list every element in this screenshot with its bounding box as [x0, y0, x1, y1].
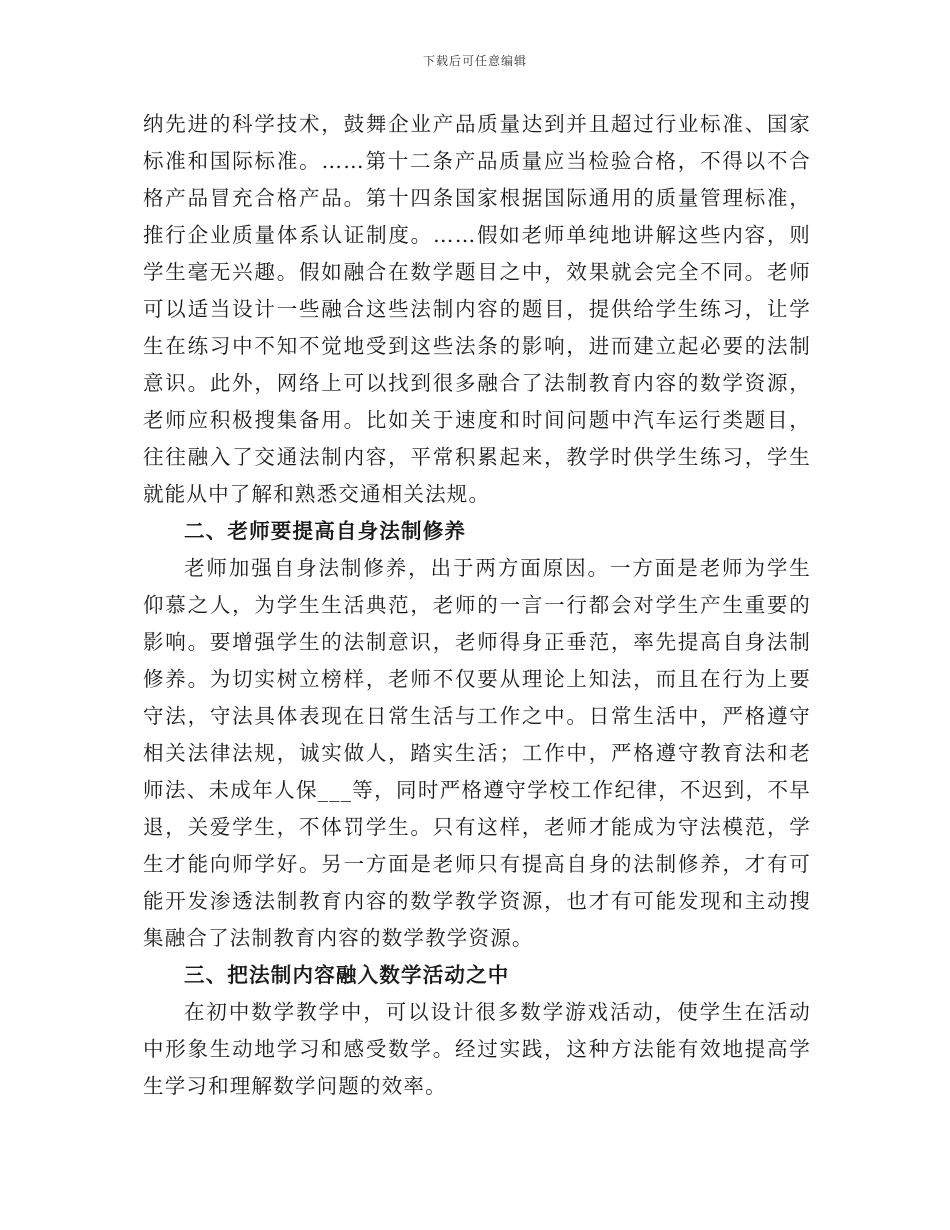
section-heading-2: 二、老师要提高自身法制修养 — [184, 519, 467, 543]
document-body — [143, 106, 811, 1105]
page-header: 下载后可任意编辑 — [422, 54, 527, 68]
paragraph-teacher-literacy: 老师加强自身法制修养，出于两方面原因。一方面是老师为学生仰慕之人，为学生生活典范，老师的一言一行都会对学生产生重要的影响。要增强学生的法制意识，老师得身正垂范，率先提高自身法制修养。为切实树立榜样，老师不仅要从理论上知法，而且在行为上要守法，守法具体表现在日常生活与工作之中。日常生活中，严格遵守相关法律法规，诚实做人，踏实生活；工作中，严格遵守教育法和老师法、未成年人保___等，同时严格遵守学校工作纪律，不迟到，不早退，关爱学生，不体罚学生。只有这样，老师才能成为守法模范，学生才能向师学好。另一方面是老师只有提高自身的法制修养，才有可能开发渗透法制教育内容的数学教学资源，也才有可能发现和主动搜集融合了法制教育内容的数学教学资源。 — [143, 556, 811, 950]
section-heading-3: 三、把法制内容融入数学活动之中 — [184, 963, 510, 987]
paragraph-math-activities: 在初中数学教学中，可以设计很多数学游戏活动，使学生在活动中形象生动地学习和感受数学。经过实践，这种方法能有效地提高学生学习和理解数学问题的效率。 — [143, 1000, 811, 1098]
paragraph-continuation: 纳先进的科学技术，鼓舞企业产品质量达到并且超过行业标准、国家标准和国际标准。……第十二条产品质量应当检验合格，不得以不合格产品冒充合格产品。第十四条国家根据国际通用的质量管理标准，推行企业质量体系认证制度。……假如老师单纯地讲解这些内容，则学生毫无兴趣。假如融合在数学题目之中，效果就会完全不同。老师可以适当设计一些融合这些法制内容的题目，提供给学生练习，让学生在练习中不知不觉地受到这些法条的影响，进而建立起必要的法制意识。此外，网络上可以找到很多融合了法制教育内容的数学资源，老师应积极搜集备用。比如关于速度和时间问题中汽车运行类题目，往往融入了交通法制内容，平常积累起来，教学时供学生练习，学生就能从中了解和熟悉交通相关法规。 — [143, 112, 811, 506]
